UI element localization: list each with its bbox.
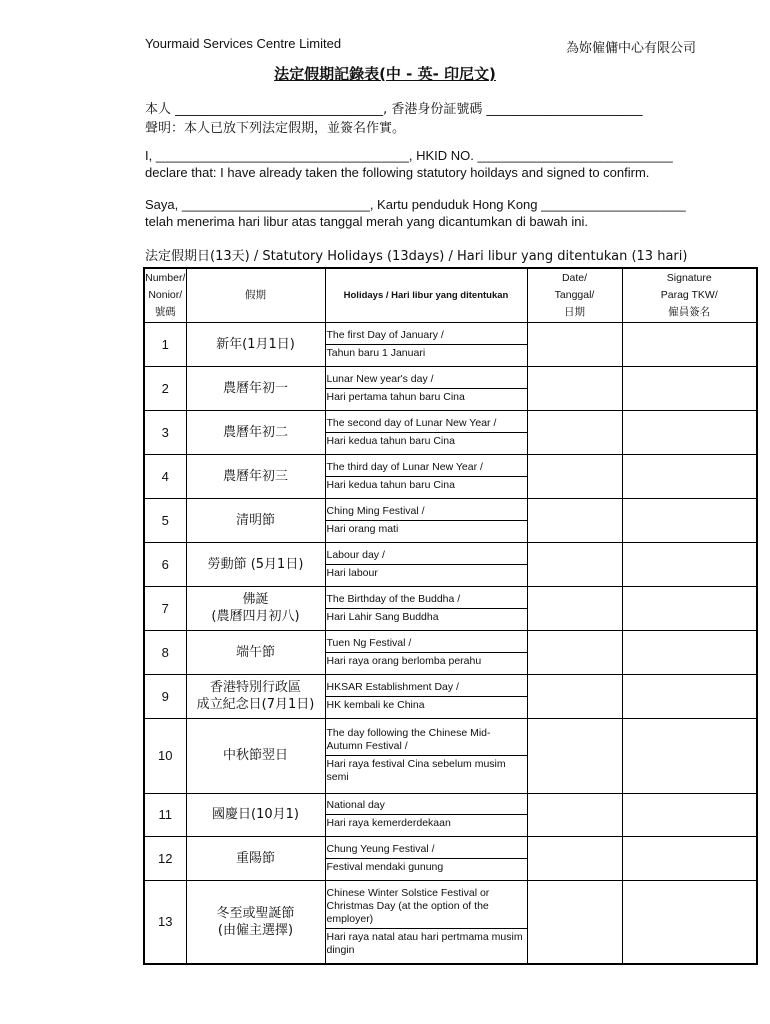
holiday-name-cn <box>186 836 325 880</box>
table-caption: 法定假期日(13天) / Statutory Holidays (13days) / Hari libur yang ditentukan (13 hari) <box>145 249 688 264</box>
holiday-name-cn <box>186 674 325 718</box>
table-row <box>144 586 757 630</box>
row-number: 7 <box>144 586 186 630</box>
holiday-name-cn-line: 清明節 <box>235 512 275 528</box>
table-row <box>144 880 757 964</box>
holiday-name-id: Hari kedua tahun baru Cina <box>326 434 455 447</box>
holiday-name-en-id <box>325 880 527 964</box>
table-row <box>144 542 757 586</box>
table-row <box>144 498 757 542</box>
date-cell[interactable] <box>527 718 622 793</box>
row-number: 10 <box>144 718 186 793</box>
holiday-name-cn-line: 農曆年初一 <box>222 380 288 396</box>
signature-cell[interactable] <box>622 793 757 836</box>
holiday-name-en: Ching Ming Festival / <box>326 503 527 521</box>
header-signature-en: Signature <box>666 271 712 284</box>
table-header-row <box>144 268 757 322</box>
signature-cell[interactable] <box>622 836 757 880</box>
table-row <box>144 410 757 454</box>
holiday-name-en: The first Day of January / <box>326 327 527 345</box>
row-number: 8 <box>144 630 186 674</box>
holiday-name-en: The Birthday of the Buddha / <box>326 591 527 609</box>
holiday-name-en-id <box>325 793 527 836</box>
date-cell[interactable] <box>527 542 622 586</box>
date-cell[interactable] <box>527 366 622 410</box>
signature-cell[interactable] <box>622 410 757 454</box>
signature-cell[interactable] <box>622 542 757 586</box>
holiday-name-cn <box>186 630 325 674</box>
holiday-name-id: Hari pertama tahun baru Cina <box>326 390 465 403</box>
date-cell[interactable] <box>527 880 622 964</box>
row-number: 12 <box>144 836 186 880</box>
holiday-name-id: HK kembali ke China <box>326 698 425 711</box>
holiday-name-cn <box>186 718 325 793</box>
holiday-name-en: National day <box>326 797 527 815</box>
holiday-name-id: Hari raya natal atau hari pertmama musim dingin <box>326 930 523 956</box>
holiday-name-en: Labour day / <box>326 547 527 565</box>
holiday-name-id: Festival mendaki gunung <box>326 860 444 873</box>
holiday-name-cn <box>186 793 325 836</box>
holiday-name-cn <box>186 454 325 498</box>
holiday-name-en: The third day of Lunar New Year / <box>326 459 527 477</box>
holiday-table <box>143 267 758 965</box>
header-holiday-en: Holidays / Hari libur yang ditentukan <box>325 268 527 322</box>
table-row <box>144 366 757 410</box>
holiday-name-id: Hari raya orang berlomba perahu <box>326 654 482 667</box>
holiday-name-cn-line: 新年(1月1日) <box>216 336 295 352</box>
header-date <box>527 268 622 322</box>
holiday-name-cn-line: 佛誕 <box>242 592 269 607</box>
holiday-name-en: Chinese Winter Solstice Festival or Christmas Day (at the option of the employer) <box>326 885 527 929</box>
holiday-name-id: Hari raya festival Cina sebelum musim semi <box>326 758 506 783</box>
form-title: 法定假期記錄表(中 - 英- 印尼文) <box>274 65 496 83</box>
holiday-name-en-id <box>325 498 527 542</box>
holiday-name-en-id <box>325 836 527 880</box>
holiday-name-cn-line: 農曆年初三 <box>222 468 288 484</box>
header-number-id: Nonior/ <box>148 288 183 301</box>
table-row <box>144 322 757 366</box>
table-row <box>144 718 757 793</box>
holiday-name-cn <box>186 322 325 366</box>
holiday-name-en: The day following the Chinese Mid-Autumn Festival / <box>326 725 527 756</box>
header-number <box>144 268 186 322</box>
signature-cell[interactable] <box>622 366 757 410</box>
header-date-cn: 日期 <box>564 305 585 318</box>
holiday-name-cn <box>186 542 325 586</box>
date-cell[interactable] <box>527 630 622 674</box>
holiday-name-cn-line: 重陽節 <box>235 850 275 866</box>
holiday-name-cn <box>186 880 325 964</box>
holiday-name-en: The second day of Lunar New Year / <box>326 415 527 433</box>
date-cell[interactable] <box>527 454 622 498</box>
date-cell[interactable] <box>527 836 622 880</box>
holiday-name-en-id <box>325 630 527 674</box>
holiday-name-cn-line: 冬至或聖誕節 <box>216 905 295 921</box>
header-date-id: Tanggal/ <box>554 288 595 301</box>
table-row <box>144 836 757 880</box>
holiday-name-en: Lunar New year's day / <box>326 371 527 389</box>
holiday-name-en: Tuen Ng Festival / <box>326 635 527 653</box>
table-row <box>144 630 757 674</box>
declaration-en-line2: declare that: I have already taken the following statutory hoildays and signed to confirm. <box>145 165 650 180</box>
table-row <box>144 793 757 836</box>
holiday-name-cn-line: 國慶日(10月1) <box>212 807 299 822</box>
holiday-name-cn-line: (由僱主選擇) <box>217 922 294 938</box>
row-number: 9 <box>144 674 186 718</box>
header-holiday-cn: 假期 <box>186 268 325 322</box>
table-row <box>144 674 757 718</box>
holiday-name-cn <box>186 498 325 542</box>
holiday-name-en-id <box>325 586 527 630</box>
holiday-name-id: Hari labour <box>326 566 378 579</box>
date-cell[interactable] <box>527 674 622 718</box>
holiday-name-cn-line: 香港特別行政區 <box>209 680 301 695</box>
row-number: 3 <box>144 410 186 454</box>
company-name-en: Yourmaid Services Centre Limited <box>145 36 342 51</box>
holiday-name-en-id <box>325 674 527 718</box>
row-number: 11 <box>144 793 186 836</box>
declaration-cn-line2: 聲明：本人已放下列法定假期，並簽名作實。 <box>145 121 406 136</box>
holiday-name-cn-line: 成立紀念日(7月1日) <box>196 697 315 712</box>
table-row <box>144 454 757 498</box>
signature-cell[interactable] <box>622 630 757 674</box>
holiday-name-en-id <box>325 542 527 586</box>
declaration-id-line1: Saya, __________________________, Kartu penduduk Hong Kong ____________________ <box>145 197 686 212</box>
row-number: 2 <box>144 366 186 410</box>
signature-cell[interactable] <box>622 718 757 793</box>
holiday-name-id: Tahun baru 1 Januari <box>326 346 426 359</box>
holiday-name-id: Hari kedua tahun baru Cina <box>326 478 455 491</box>
holiday-name-cn-line: 農曆年初二 <box>222 424 288 440</box>
header-signature-id: Parag TKW/ <box>660 288 718 301</box>
row-number: 1 <box>144 322 186 366</box>
holiday-name-cn <box>186 410 325 454</box>
holiday-name-en: HKSAR Establishment Day / <box>326 679 527 697</box>
date-cell[interactable] <box>527 586 622 630</box>
signature-cell[interactable] <box>622 322 757 366</box>
holiday-name-id: Hari raya kemerderdekaan <box>326 817 451 829</box>
holiday-name-cn <box>186 366 325 410</box>
signature-cell[interactable] <box>622 674 757 718</box>
header-date-en: Date/ <box>561 271 588 284</box>
signature-cell[interactable] <box>622 880 757 964</box>
signature-cell[interactable] <box>622 498 757 542</box>
holiday-name-en-id <box>325 410 527 454</box>
date-cell[interactable] <box>527 410 622 454</box>
holiday-name-cn-line: (農曆四月初八) <box>211 609 300 624</box>
holiday-name-id: Hari Lahir Sang Buddha <box>326 610 439 623</box>
signature-cell[interactable] <box>622 586 757 630</box>
header-number-cn: 號碼 <box>154 305 176 318</box>
holiday-name-en-id <box>325 718 527 793</box>
holiday-name-cn-line: 勞動節 (5月1日) <box>207 556 304 572</box>
holiday-name-cn-line: 端午節 <box>235 644 275 660</box>
company-name-cn: 為妳僱傭中心有限公司 <box>565 41 696 56</box>
holiday-name-en-id <box>325 366 527 410</box>
holiday-name-id: Hari orang mati <box>326 522 399 535</box>
holiday-name-en: Chung Yeung Festival / <box>326 841 527 859</box>
signature-cell[interactable] <box>622 454 757 498</box>
holiday-name-en-id <box>325 322 527 366</box>
declaration-en-line1: I, ___________________________________, HKID NO. ___________________________ <box>145 148 673 163</box>
row-number: 5 <box>144 498 186 542</box>
date-cell[interactable] <box>527 498 622 542</box>
row-number: 13 <box>144 880 186 964</box>
row-number: 4 <box>144 454 186 498</box>
holiday-name-cn <box>186 586 325 630</box>
header-signature <box>622 268 757 322</box>
date-cell[interactable] <box>527 793 622 836</box>
declaration-cn-line1: 本人 ________________________________, 香港身份証號碼 ________________________ <box>145 102 643 117</box>
holiday-name-cn-line: 中秋節翌日 <box>222 748 288 763</box>
row-number: 6 <box>144 542 186 586</box>
holiday-name-en-id <box>325 454 527 498</box>
date-cell[interactable] <box>527 322 622 366</box>
header-number-en: Number/ <box>145 271 186 284</box>
header-signature-cn: 僱員簽名 <box>668 305 711 318</box>
declaration-id-line2: telah menerima hari libur atas tanggal merah yang dicantumkan di bawah ini. <box>145 214 588 229</box>
